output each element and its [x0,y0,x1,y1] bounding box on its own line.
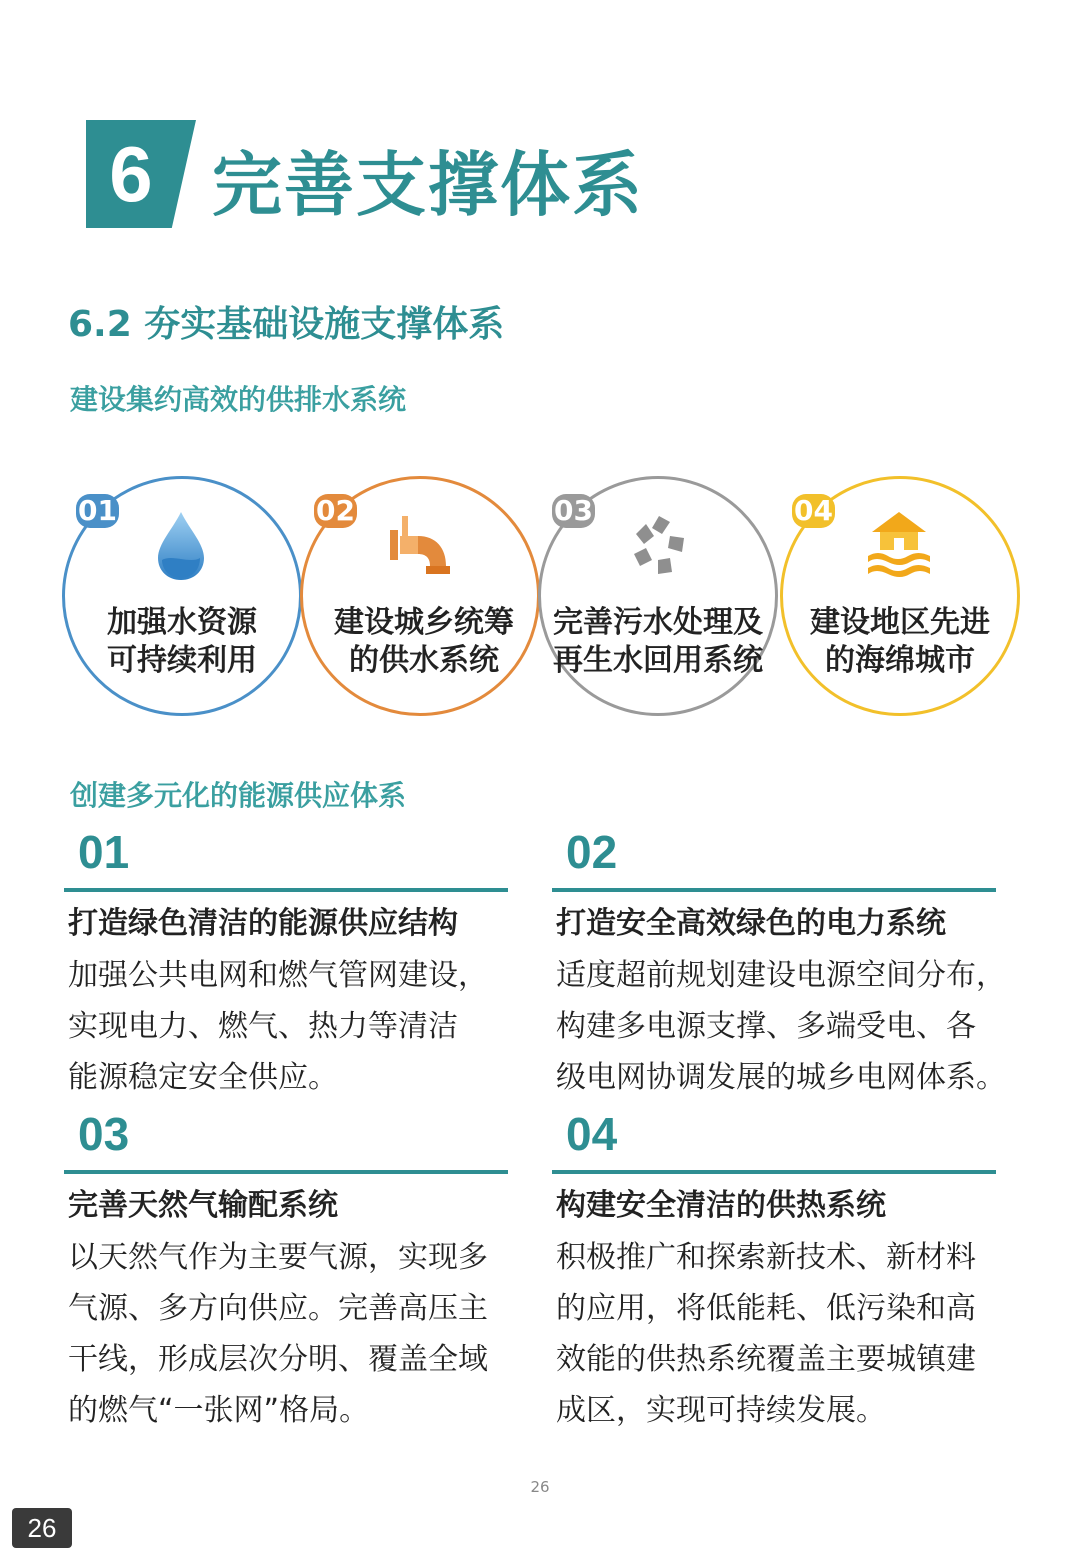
energy-item-heading: 打造绿色清洁的能源供应结构 [68,906,458,941]
water-subtitle: 建设集约高效的供排水系统 [70,383,407,416]
divider [64,1170,508,1174]
energy-subtitle: 创建多元化的能源供应体系 [70,779,407,812]
energy-item-body: 适度超前规划建设电源空间分布， 构建多电源支撑、多端受电、各 级电网协调发展的城乡电网体系。 [556,958,1006,1095]
energy-item-body: 以天然气作为主要气源，实现多 气源、多方向供应。完善高压主 干线，形成层次分明、覆盖全域 的燃气“一张网”格局。 [68,1240,488,1428]
circle-text-4: 建设地区先进 的海绵城市 [810,605,990,678]
circle-text-1: 加强水资源 可持续利用 [107,605,257,678]
energy-item-number: 02 [566,826,618,878]
flood-house-icon [864,508,934,584]
circle-index-3: 03 [554,494,593,527]
chapter-number: 6 [109,130,153,218]
circle-index-1: 01 [78,494,117,527]
chapter-title: 完善支撑体系 [212,144,644,226]
divider [552,888,996,892]
energy-item-body: 加强公共电网和燃气管网建设， 实现电力、燃气、热力等清洁 能源稳定安全供应。 [68,958,488,1095]
circle-index-2: 02 [316,494,355,527]
divider [552,1170,996,1174]
page-number: 26 [530,1478,550,1496]
circle-index-4: 04 [794,494,833,527]
energy-item-body: 积极推广和探索新技术、新材料 的应用，将低能耗、低污染和高 效能的供热系统覆盖主要城镇建 成区，实现可持续发展。 [556,1240,976,1428]
energy-item-number: 01 [78,826,130,878]
energy-item-heading: 打造安全高效绿色的电力系统 [556,906,946,941]
circle-text-2: 建设城乡统筹 的供水系统 [334,605,514,678]
circle-text-3: 完善污水处理及 再生水回用系统 [553,605,763,678]
energy-item-heading: 完善天然气输配系统 [68,1188,338,1223]
recycle-icon [624,508,694,584]
divider [64,888,508,892]
water-drop-icon [146,508,216,584]
water-pipe-icon [386,508,456,584]
energy-item-heading: 构建安全清洁的供热系统 [556,1188,886,1223]
page-badge: 26 [12,1508,72,1548]
energy-item-number: 03 [78,1108,130,1160]
section-title: 6.2 夯实基础设施支撑体系 [68,304,505,345]
energy-item-number: 04 [566,1108,618,1160]
